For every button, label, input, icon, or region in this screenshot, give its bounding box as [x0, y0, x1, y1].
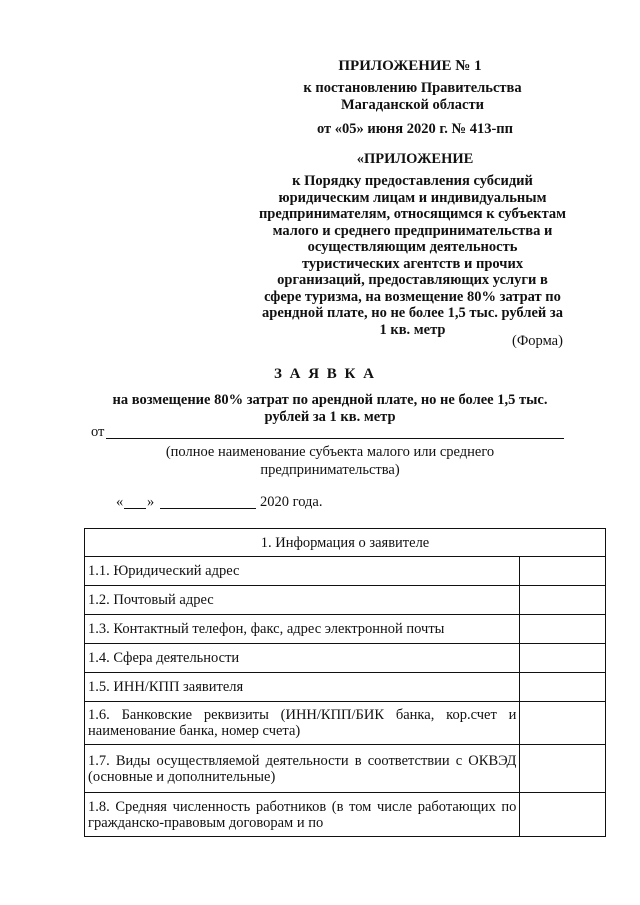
procedure-line: предпринимателям, относящимся к субъектам [258, 206, 567, 222]
table-row [85, 673, 606, 702]
subtitle-line: на возмещение 80% затрат по арендной плате, но не более 1,5 тыс. [112, 392, 548, 408]
row-label: 1.4. Сфера деятельности [85, 644, 520, 673]
section-header: 1. Информация о заявителе [85, 529, 606, 557]
resolution-line: Магаданской области [341, 96, 484, 113]
row-value-cell[interactable] [520, 673, 606, 702]
table-row [85, 557, 606, 586]
appendix-title: ПРИЛОЖЕНИЕ № 1 [338, 58, 482, 74]
row-label: 1.1. Юридический адрес [85, 557, 520, 586]
inner-appendix-title: «ПРИЛОЖЕНИЕ [356, 151, 474, 167]
row-value-cell[interactable] [520, 702, 606, 745]
procedure-line: малого и среднего предпринимательства и [272, 222, 553, 239]
table-row [85, 586, 606, 615]
row-value-cell[interactable] [520, 793, 606, 837]
resolution-date: от «05» июня 2020 г. № 413-пп [317, 121, 513, 137]
procedure-line: к Порядку предоставления субсидий [292, 173, 533, 189]
row-value-cell[interactable] [520, 745, 606, 793]
row-value-cell[interactable] [520, 557, 606, 586]
row-label: 1.7. Виды осуществляемой деятельности в соответствии с ОКВЭД (основные и дополнительные) [85, 745, 520, 793]
table-row [85, 644, 606, 673]
table-row [85, 745, 606, 793]
procedure-line: сфере туризма, на возмещение 80% затрат по [264, 288, 561, 305]
date-month-line[interactable] [160, 508, 256, 509]
date-open-quote: « [116, 494, 124, 510]
table-header-row [85, 529, 606, 557]
subtitle-line: рублей за 1 кв. метр [264, 409, 396, 425]
date-close-quote: » [147, 494, 155, 510]
procedure-line: юридическим лицам и индивидуальным [278, 189, 547, 206]
procedure-line: организаций, предоставляющих услуги в [277, 272, 548, 288]
resolution-line: к постановлению Правительства [303, 80, 522, 96]
row-value-cell[interactable] [520, 615, 606, 644]
procedure-line: осуществляющим деятельность [307, 239, 518, 255]
applicant-info-table [84, 528, 606, 837]
from-label: от [91, 424, 105, 440]
application-title: З А Я В К А [273, 366, 377, 382]
row-label: 1.5. ИНН/КПП заявителя [85, 673, 520, 702]
hint-line: (полное наименование субъекта малого или среднего [165, 444, 495, 460]
form-label: (Форма) [512, 333, 563, 349]
row-label: 1.3. Контактный телефон, факс, адрес электронной почты [85, 615, 520, 644]
resolution-reference [250, 80, 575, 113]
row-value-cell[interactable] [520, 644, 606, 673]
table-row [85, 702, 606, 745]
procedure-reference [250, 173, 575, 338]
procedure-line: туристических агентств и прочих [301, 255, 524, 272]
procedure-line: арендной плате, но не более 1,5 тыс. рублей за [262, 305, 563, 321]
row-label: 1.8. Средняя численность работников (в том числе работающих по гражданско-правовым договорам и по [85, 793, 520, 837]
row-label: 1.6. Банковские реквизиты (ИНН/КПП/БИК банка, кор.счет и наименование банка, номер счета) [85, 702, 520, 745]
date-year: 2020 года. [260, 494, 323, 510]
table-row [85, 615, 606, 644]
procedure-line: 1 кв. метр [379, 321, 446, 338]
row-label: 1.2. Почтовый адрес [85, 586, 520, 615]
applicant-name-line[interactable] [106, 438, 564, 439]
row-value-cell[interactable] [520, 586, 606, 615]
table-row [85, 793, 606, 837]
date-day-line[interactable] [124, 508, 146, 509]
hint-line: предпринимательства) [260, 462, 400, 478]
applicant-name-hint [130, 443, 530, 479]
application-subtitle [80, 392, 580, 426]
